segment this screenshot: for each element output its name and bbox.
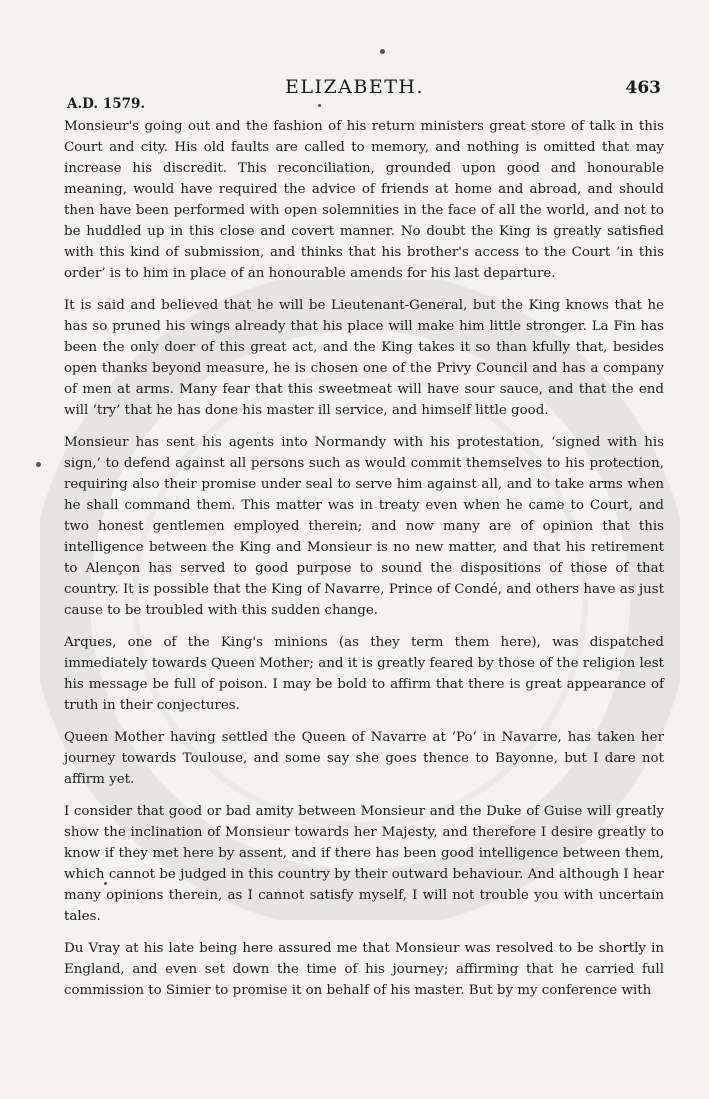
- paragraph: Arques, one of the King's minions (as they term them here), was dispatched immediately towards Queen Mother; and it is greatly feared by those of the religion lest his message be full of poison. I may be bold to affirm that there is great appearance of truth in their conjectures.: [64, 635, 664, 713]
- paragraph: Du Vray at his late being here assured me that Monsieur was resolved to be shortly in England, and even set down the time of his journey; affirming that he carried full commission to Simier to promise it on behalf of his master. But by my conference with: [64, 941, 664, 998]
- paragraph: Monsieur has sent his agents into Normandy with his protestation, ‘signed with his sign,’ to defend against all persons such as would commit themselves to his protection, requiring also their promise under seal to serve him against all, and to take arms when he shall command them. This matter was in treaty even when he came to Court, and two honest gentlemen employed therein; and now many are of opinion that this intelligence between the King and Monsieur is no new matter, and that his retirement to Alençon has served to good purpose to sound the dispositions of those of that country. It is possible that the King of Navarre, Prince of Condé, and others have as just cause to be troubled with this sudden change.: [64, 435, 664, 618]
- stray-mark: [380, 49, 385, 54]
- paragraph: It is said and believed that he will be Lieutenant-General, but the King knows that he has so pruned his wings already that his place will make him little stronger. La Fin has been the only doer of this great act, and the King takes it so than kfully that, besides open thanks beyond measure, he is chosen one of the Privy Council and has a company of men at arms. Many fear that this sweetmeat will have sour sauce, and that the end will ‘try’ that he has done his master ill service, and himself little good.: [64, 298, 664, 418]
- paragraph: I consider that good or bad amity between Monsieur and the Duke of Guise will greatly show the inclination of Monsieur towards her Majesty, and therefore I desire greatly to know if they met here by assent, and if there has been good intelligence between them, which cannot be judged in this country by their outward behaviour. And although I hear many opinions therein, as I cannot satisfy myself, I will not trouble you with uncertain tales.: [64, 804, 664, 924]
- running-title: ELIZABETH.: [284, 76, 425, 98]
- year-marginal-note: A.D. 1579.: [67, 96, 146, 112]
- stray-mark: [318, 104, 321, 107]
- paragraph: Monsieur's going out and the fashion of his return ministers great store of talk in this Court and city. His old faults are called to memory, and nothing is omitted that may increase his discredit. This reconciliation, grounded upon good and honourable meaning, would have required the advice of friends at home and abroad, and should then have been performed with open solemnities in the face of all the world, and not to be huddled up in this close and covert manner. No doubt the King is greatly satisfied with this kind of submission, and thinks that his brother's access to the Court ‘in this order’ is to him in place of an honourable amends for his last departure.: [64, 119, 664, 281]
- paragraph: Queen Mother having settled the Queen of Navarre at ‘Po’ in Navarre, has taken her journey towards Toulouse, and some say she goes thence to Bayonne, but I dare not affirm yet.: [64, 730, 664, 787]
- body-text: [64, 116, 664, 1012]
- stray-mark: [36, 462, 41, 467]
- page-number: 463: [625, 78, 661, 98]
